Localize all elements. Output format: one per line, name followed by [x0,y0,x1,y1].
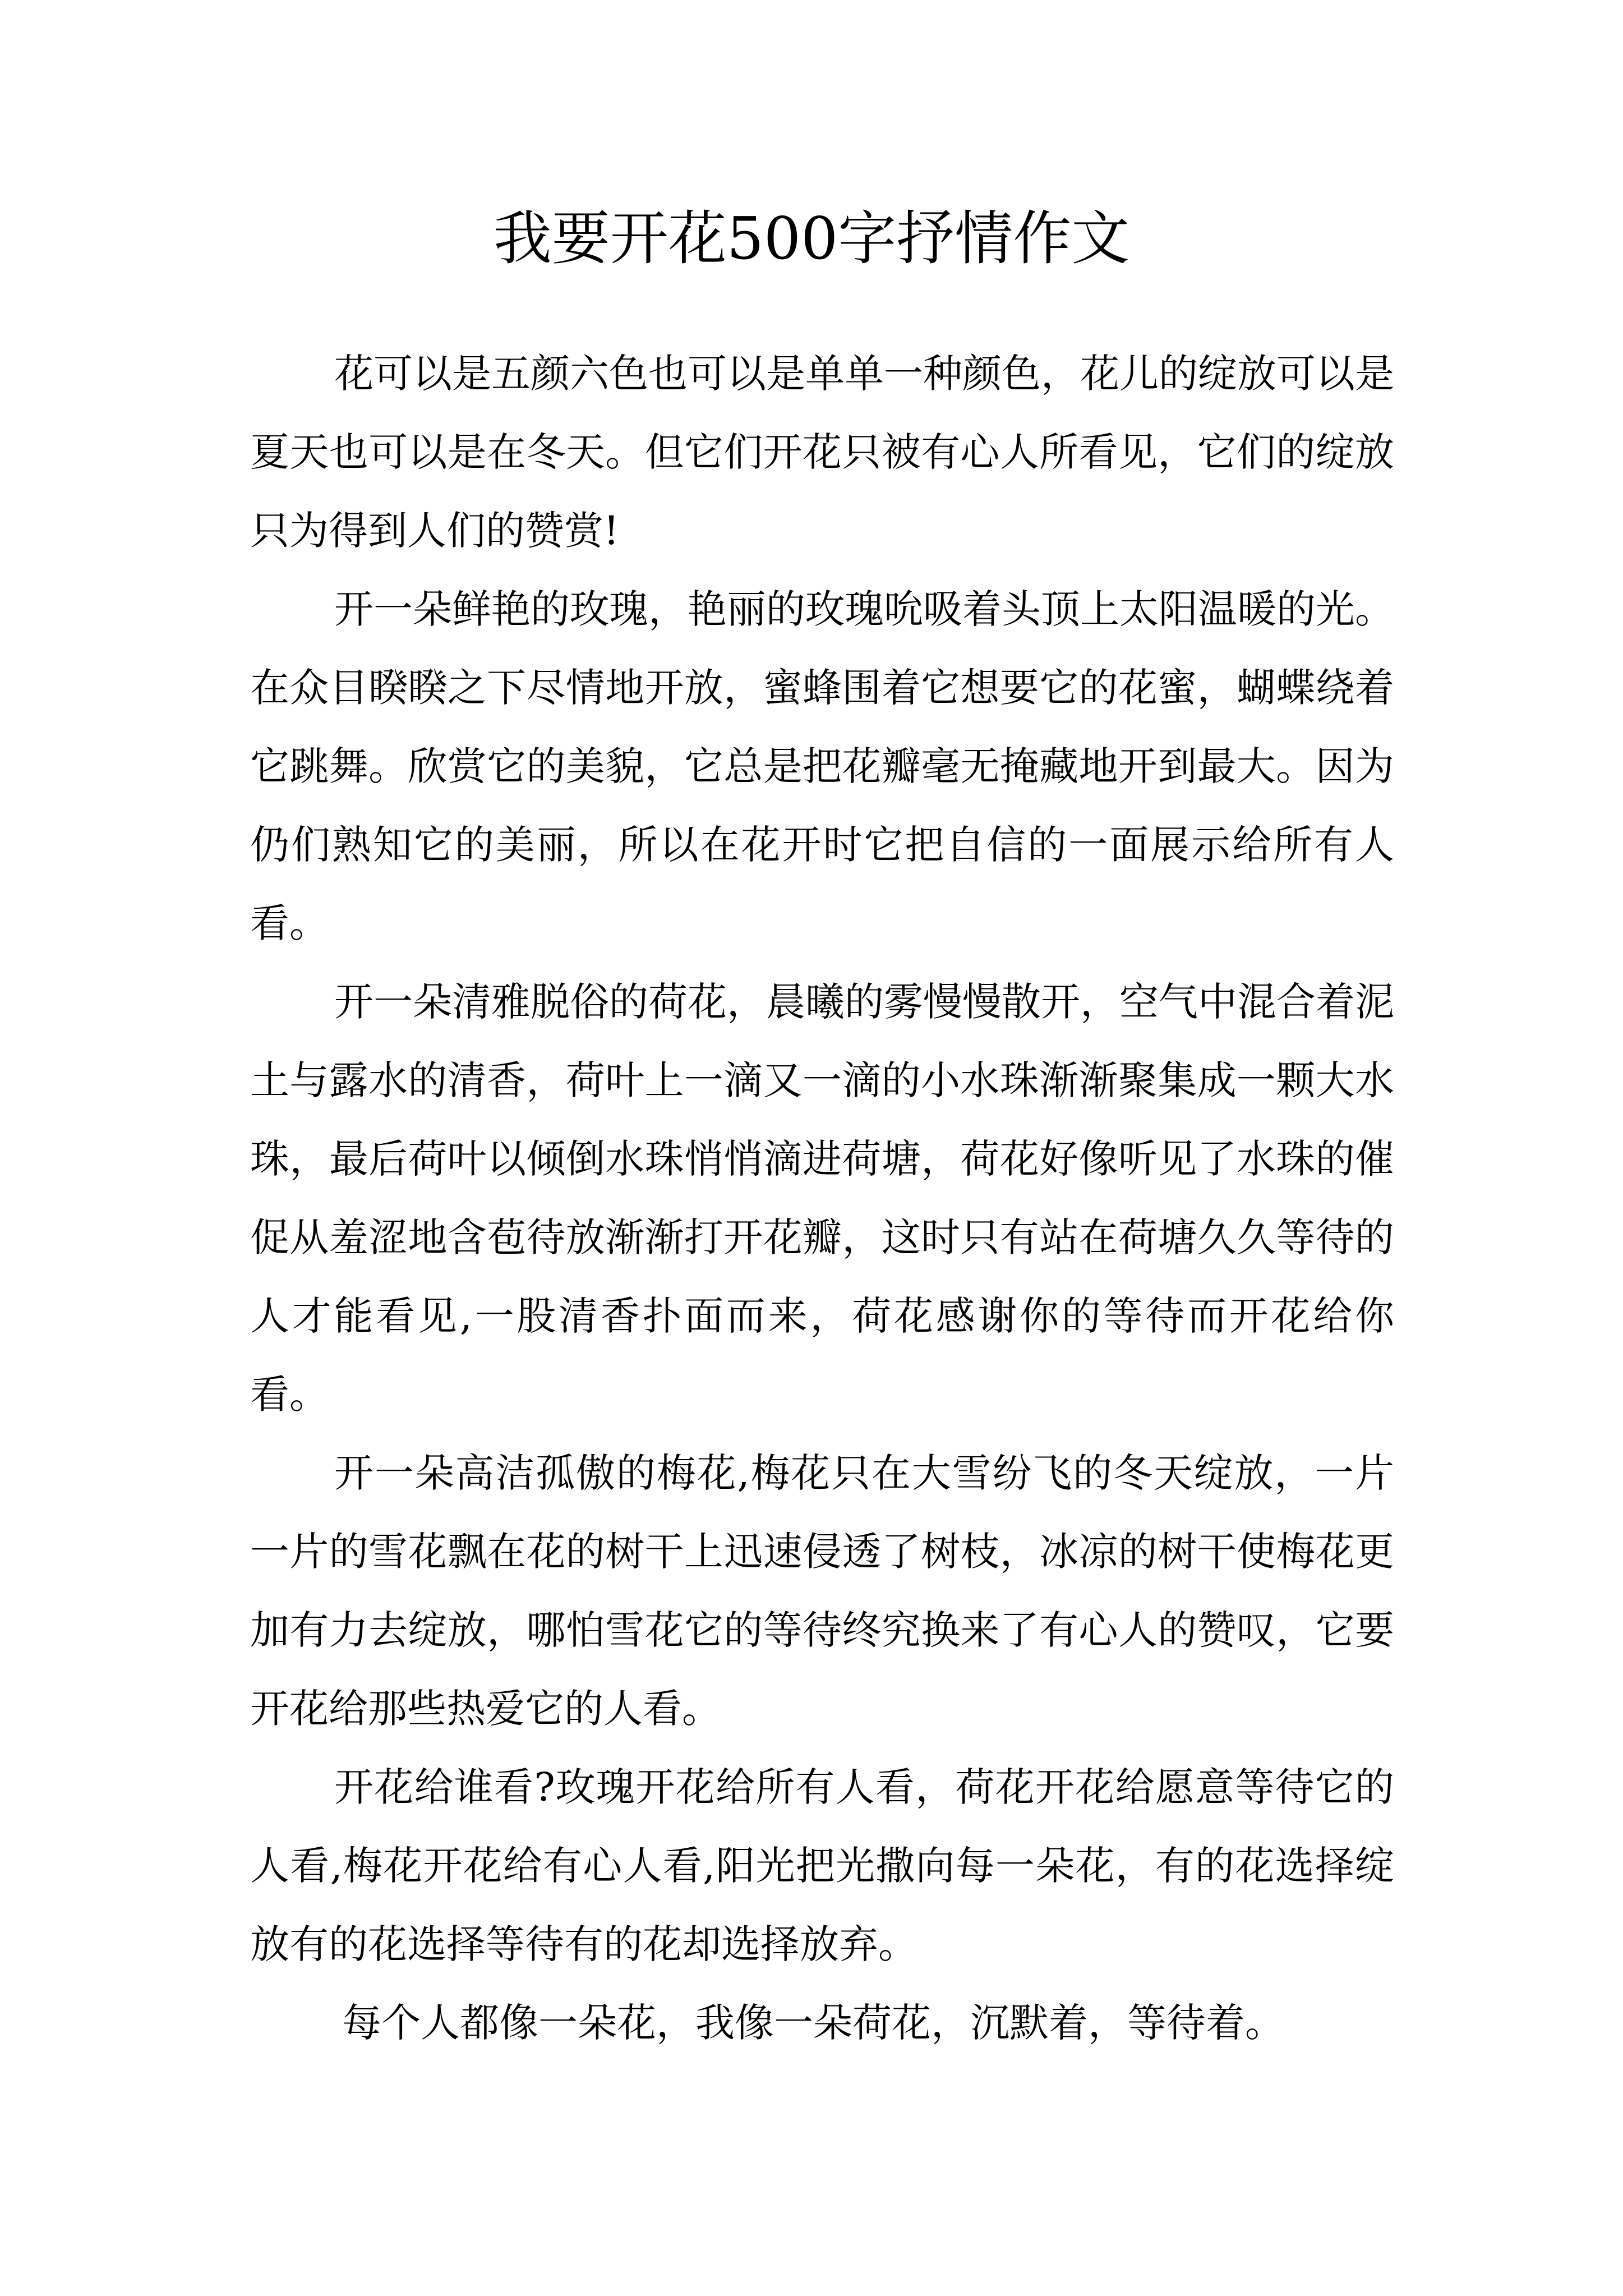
paragraph-6: 每个人都像一朵花，我像一朵荷花，沉默着，等待着。 [342,2000,1284,2046]
paragraph-2: 开一朵鲜艳的玫瑰，艳丽的玫瑰吮吸着头顶上太阳温暖的光。在众目睽睽之下尽情地开放，蜜蜂围着它想要它的花蜜，蝴蝶绕着它跳舞。欣赏它的美貌，它总是把花瓣毫无掩藏地开到最大。因为仍们熟知它的美丽，所以在花开时它把自信的一面展示给所有人看。 [250,586,1394,946]
paragraph-1: 花可以是五颜六色也可以是单单一种颜色，花儿的绽放可以是夏天也可以是在冬天。但它们开花只被有心人所看见，它们的绽放只为得到人们的赞赏! [250,351,1394,554]
document-title: 我要开花500字抒情作文 [493,204,1130,273]
paragraph-3: 开一朵清雅脱俗的荷花，晨曦的雾慢慢散开，空气中混合着泥土与露水的清香，荷叶上一滴又一滴的小水珠渐渐聚集成一颗大水珠，最后荷叶以倾倒水珠悄悄滴进荷塘，荷花好像听见了水珠的催促从羞涩地含苞待放渐渐打开花瓣，这时只有站在荷塘久久等待的人才能看见,一股清香扑面而来，荷花感谢你的等待而开花给你看。 [250,979,1394,1418]
paragraph-5: 开花给谁看?玫瑰开花给所有人看，荷花开花给愿意等待它的人看,梅花开花给有心人看,阳光把光撒向每一朵花，有的花选择绽放有的花选择等待有的花却选择放弃。 [250,1764,1394,1967]
paragraph-4: 开一朵高洁孤傲的梅花,梅花只在大雪纷飞的冬天绽放，一片一片的雪花飘在花的树干上迅速侵透了树枝，冰凉的树干使梅花更加有力去绽放，哪怕雪花它的等待终究换来了有心人的赞叹，它要开花给那些热爱它的人看。 [250,1450,1394,1732]
document-body [250,334,1394,2062]
